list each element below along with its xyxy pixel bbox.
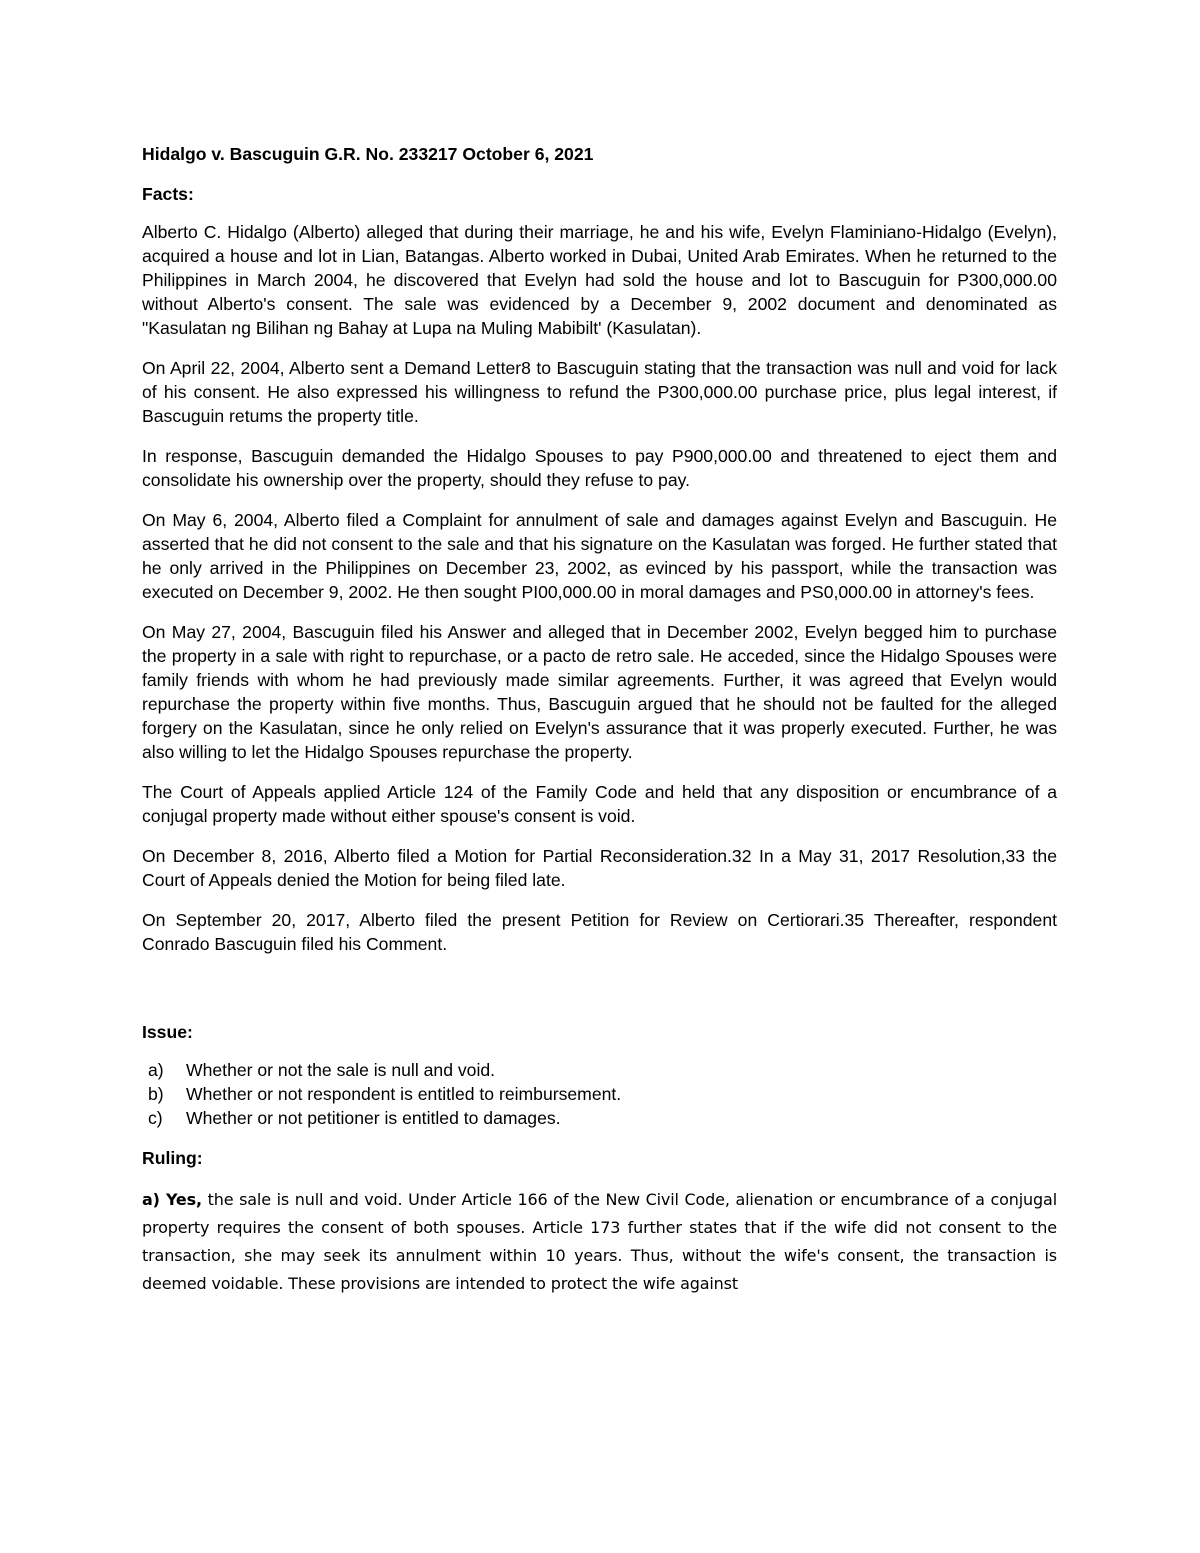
ruling-label: a) Yes,	[142, 1190, 202, 1209]
issue-text: Whether or not respondent is entitled to reimbursement.	[186, 1084, 622, 1104]
issue-text: Whether or not the sale is null and void.	[186, 1060, 496, 1080]
ruling-heading: Ruling:	[142, 1148, 203, 1168]
facts-paragraph: On May 27, 2004, Bascuguin filed his Answer and alleged that in December 2002, Evelyn begged him to purchase the property in a sale with right to repurchase, or a pacto de retro sale. He acceded, since the Hidalgo Spouses were family friends with whom he had previously made similar agreements. Further, it was agreed that Evelyn would repurchase the property within five months. Thus, Bascuguin argued that he should not be faulted for the alleged forgery on the Kasulatan, since he only relied on Evelyn's assurance that it was properly executed. Further, he was also willing to let the Hidalgo Spouses repurchase the property.	[142, 622, 1057, 762]
facts-paragraph: Alberto C. Hidalgo (Alberto) alleged that during their marriage, he and his wife, Evelyn Flaminiano-Hidalgo (Evelyn), acquired a house and lot in Lian, Batangas. Alberto worked in Dubai, United Arab Emirates. When he returned to the Philippines in March 2004, he discovered that Evelyn had sold the house and lot to Bascuguin for P300,000.00 without Alberto's consent. The sale was evidenced by a December 9, 2002 document and denominated as "Kasulatan ng Bilihan ng Bahay at Lupa na Muling Mabibilt' (Kasulatan).	[142, 222, 1057, 338]
facts-paragraph: On April 22, 2004, Alberto sent a Demand Letter8 to Bascuguin stating that the transaction was null and void for lack of his consent. He also expressed his willingness to refund the P300,000.00 purchase price, plus legal interest, if Bascuguin retums the property title.	[142, 358, 1057, 426]
list-item	[142, 1058, 1057, 1082]
facts-paragraph: On May 6, 2004, Alberto filed a Complaint for annulment of sale and damages against Evelyn and Bascuguin. He asserted that he did not consent to the sale and that his signature on the Kasulatan was forged. He further stated that he only arrived in the Philippines on December 23, 2002, as evinced by his passport, while the transaction was executed on December 9, 2002. He then sought PI00,000.00 in moral damages and PS0,000.00 in attorney's fees.	[142, 510, 1057, 602]
list-marker: b)	[148, 1084, 164, 1104]
ruling-body: the sale is null and void. Under Article 166 of the New Civil Code, alienation or encumbrance of a conjugal property requires the consent of both spouses. Article 173 further states that if the wife did not consent to the transaction, she may seek its annulment within 10 years. Thus, without the wife's consent, the transaction is deemed voidable. These provisions are intended to protect the wife against	[142, 1190, 1057, 1293]
facts-paragraph: The Court of Appeals applied Article 124 of the Family Code and held that any disposition or encumbrance of a conjugal property made without either spouse's consent is void.	[142, 782, 1057, 826]
issue-list	[142, 1058, 1057, 1130]
facts-paragraph: On September 20, 2017, Alberto filed the present Petition for Review on Certiorari.35 Thereafter, respondent Conrado Bascuguin filed his Comment.	[142, 910, 1057, 954]
facts-paragraph: On December 8, 2016, Alberto filed a Motion for Partial Reconsideration.32 In a May 31, 2017 Resolution,33 the Court of Appeals denied the Motion for being filed late.	[142, 846, 1057, 890]
ruling-paragraph	[142, 1186, 1057, 1298]
case-title: Hidalgo v. Bascuguin G.R. No. 233217 October 6, 2021	[142, 144, 594, 164]
list-item	[142, 1082, 1057, 1106]
facts-heading: Facts:	[142, 184, 194, 204]
list-item	[142, 1106, 1057, 1130]
facts-paragraph: In response, Bascuguin demanded the Hidalgo Spouses to pay P900,000.00 and threatened to eject them and consolidate his ownership over the property, should they refuse to pay.	[142, 446, 1057, 490]
list-marker: a)	[148, 1060, 164, 1080]
document-body	[142, 142, 1057, 1314]
list-marker: c)	[148, 1108, 163, 1128]
issue-heading: Issue:	[142, 1022, 193, 1042]
issue-text: Whether or not petitioner is entitled to damages.	[186, 1108, 561, 1128]
